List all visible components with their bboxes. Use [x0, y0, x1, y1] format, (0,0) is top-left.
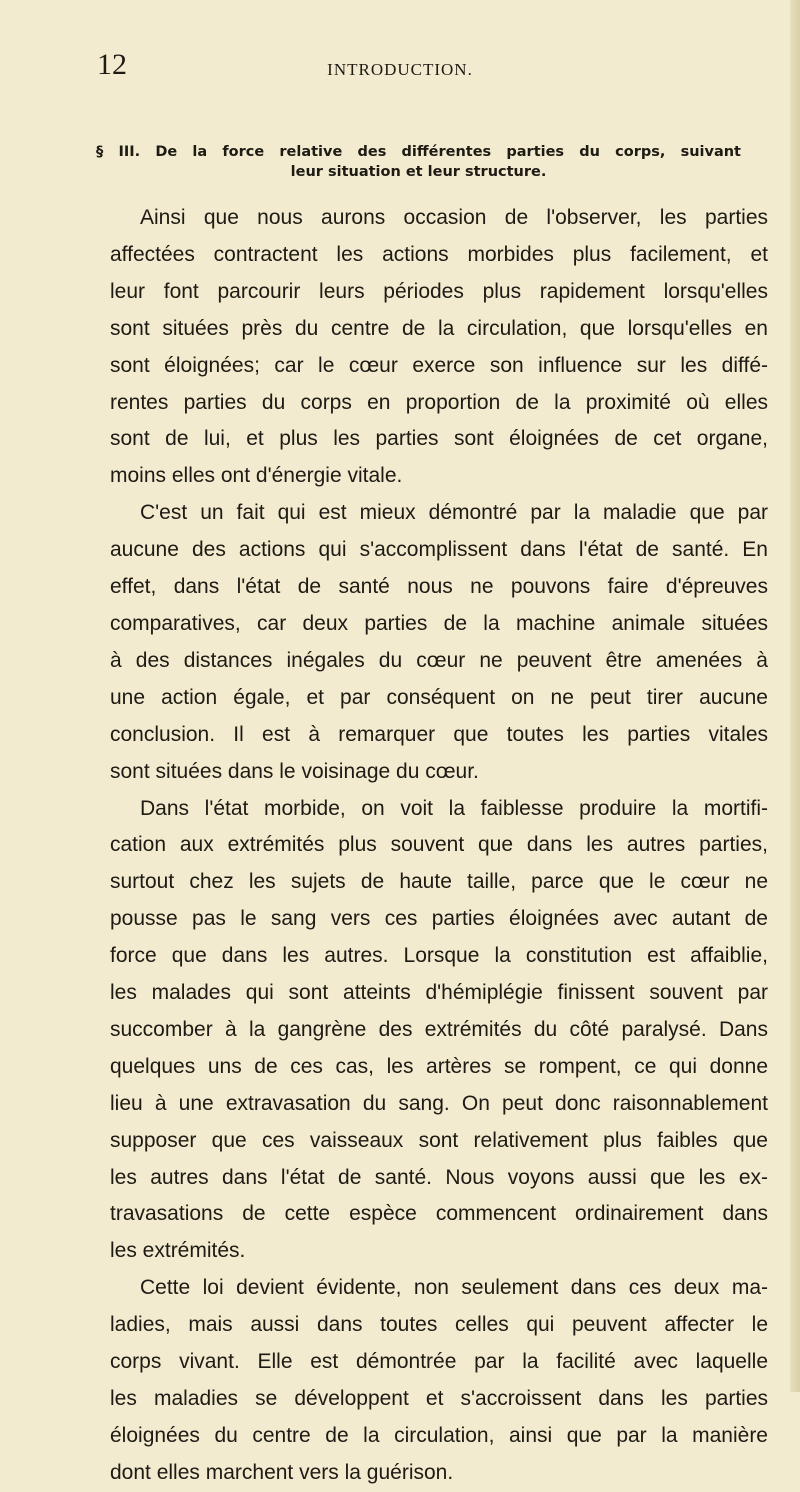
text-line: leur font parcourir leurs périodes plus rapidement lorsqu'elles — [110, 279, 768, 303]
text-line: moins elles ont d'énergie vitale. — [110, 464, 403, 488]
text-line: rentes parties du corps en proportion de la proximité où elles — [110, 390, 768, 414]
text-line: effet, dans l'état de santé nous ne pouvons faire d'épreuves — [110, 575, 768, 599]
text-line: les malades qui sont atteints d'hémiplégie finissent souvent par — [110, 981, 768, 1005]
text-line: corps vivant. Elle est démontrée par la facilité avec laquelle — [110, 1350, 768, 1374]
running-title: INTRODUCTION. — [327, 60, 473, 79]
section-title-line: § III. De la force relative des différentes parties du corps, suivant — [96, 144, 741, 160]
text-line: sont situées près du centre de la circulation, que lorsqu'elles en — [110, 316, 768, 340]
text-line: les extrémités. — [110, 1239, 246, 1263]
page-number: 12 — [97, 48, 127, 81]
text-line: pousse pas le sang vers ces parties éloignées avec autant de — [110, 907, 768, 931]
text-line: comparatives, car deux parties de la machine animale situées — [110, 611, 768, 635]
text-line: conclusion. Il est à remarquer que toutes les parties vitales — [110, 722, 768, 746]
paragraph — [110, 200, 768, 495]
paragraph — [110, 1270, 768, 1491]
text-line: C'est un fait qui est mieux démontré par la maladie que par — [140, 501, 768, 525]
text-line: éloignées du centre de la circulation, ainsi que par la manière — [110, 1423, 768, 1447]
text-line: sont éloignées; car le cœur exerce son influence sur les diffé- — [110, 353, 768, 377]
text-line: aucune des actions qui s'accomplissent dans l'état de santé. En — [110, 538, 768, 562]
text-line: cation aux extrémités plus souvent que dans les autres parties, — [110, 833, 768, 857]
section-title-line: leur situation et leur structure. — [290, 164, 547, 180]
page-edge — [790, 0, 800, 1392]
text-line: affectées contractent les actions morbides plus facilement, et — [110, 242, 768, 266]
body-text — [110, 200, 768, 1492]
text-line: sont situées dans le voisinage du cœur. — [110, 759, 479, 783]
paragraph — [110, 495, 768, 790]
text-line: force que dans les autres. Lorsque la constitution est affaiblie, — [110, 944, 768, 968]
text-line: lieu à une extravasation du sang. On peut donc raisonnablement — [110, 1091, 768, 1115]
text-line: dont elles marchent vers la guérison. — [110, 1460, 454, 1484]
paragraph — [110, 791, 768, 1271]
text-line: surtout chez les sujets de haute taille, parce que le cœur ne — [110, 870, 768, 894]
section-title — [96, 142, 741, 182]
text-line: Cette loi devient évidente, non seulement dans ces deux ma- — [140, 1276, 768, 1300]
text-line: les autres dans l'état de santé. Nous voyons aussi que les ex- — [110, 1165, 768, 1189]
text-line: les maladies se développent et s'accroissent dans les parties — [110, 1387, 768, 1410]
text-line: supposer que ces vaisseaux sont relativement plus faibles que — [110, 1128, 768, 1152]
text-line: sont de lui, et plus les parties sont éloignées de cet organe, — [110, 427, 768, 451]
text-line: succomber à la gangrène des extrémités du côté paralysé. Dans — [110, 1017, 768, 1041]
text-line: quelques uns de ces cas, les artères se rompent, ce qui donne — [110, 1054, 768, 1078]
text-line: Ainsi que nous aurons occasion de l'observer, les parties — [140, 206, 768, 229]
text-line: ladies, mais aussi dans toutes celles qui peuvent affecter le — [110, 1313, 768, 1337]
text-line: une action égale, et par conséquent on ne peut tirer aucune — [110, 685, 768, 709]
text-line: Dans l'état morbide, on voit la faiblesse produire la mortifi- — [140, 796, 768, 820]
text-line: à des distances inégales du cœur ne peuvent être amenées à — [110, 648, 768, 672]
text-line: travasations de cette espèce commencent ordinairement dans — [110, 1202, 768, 1226]
